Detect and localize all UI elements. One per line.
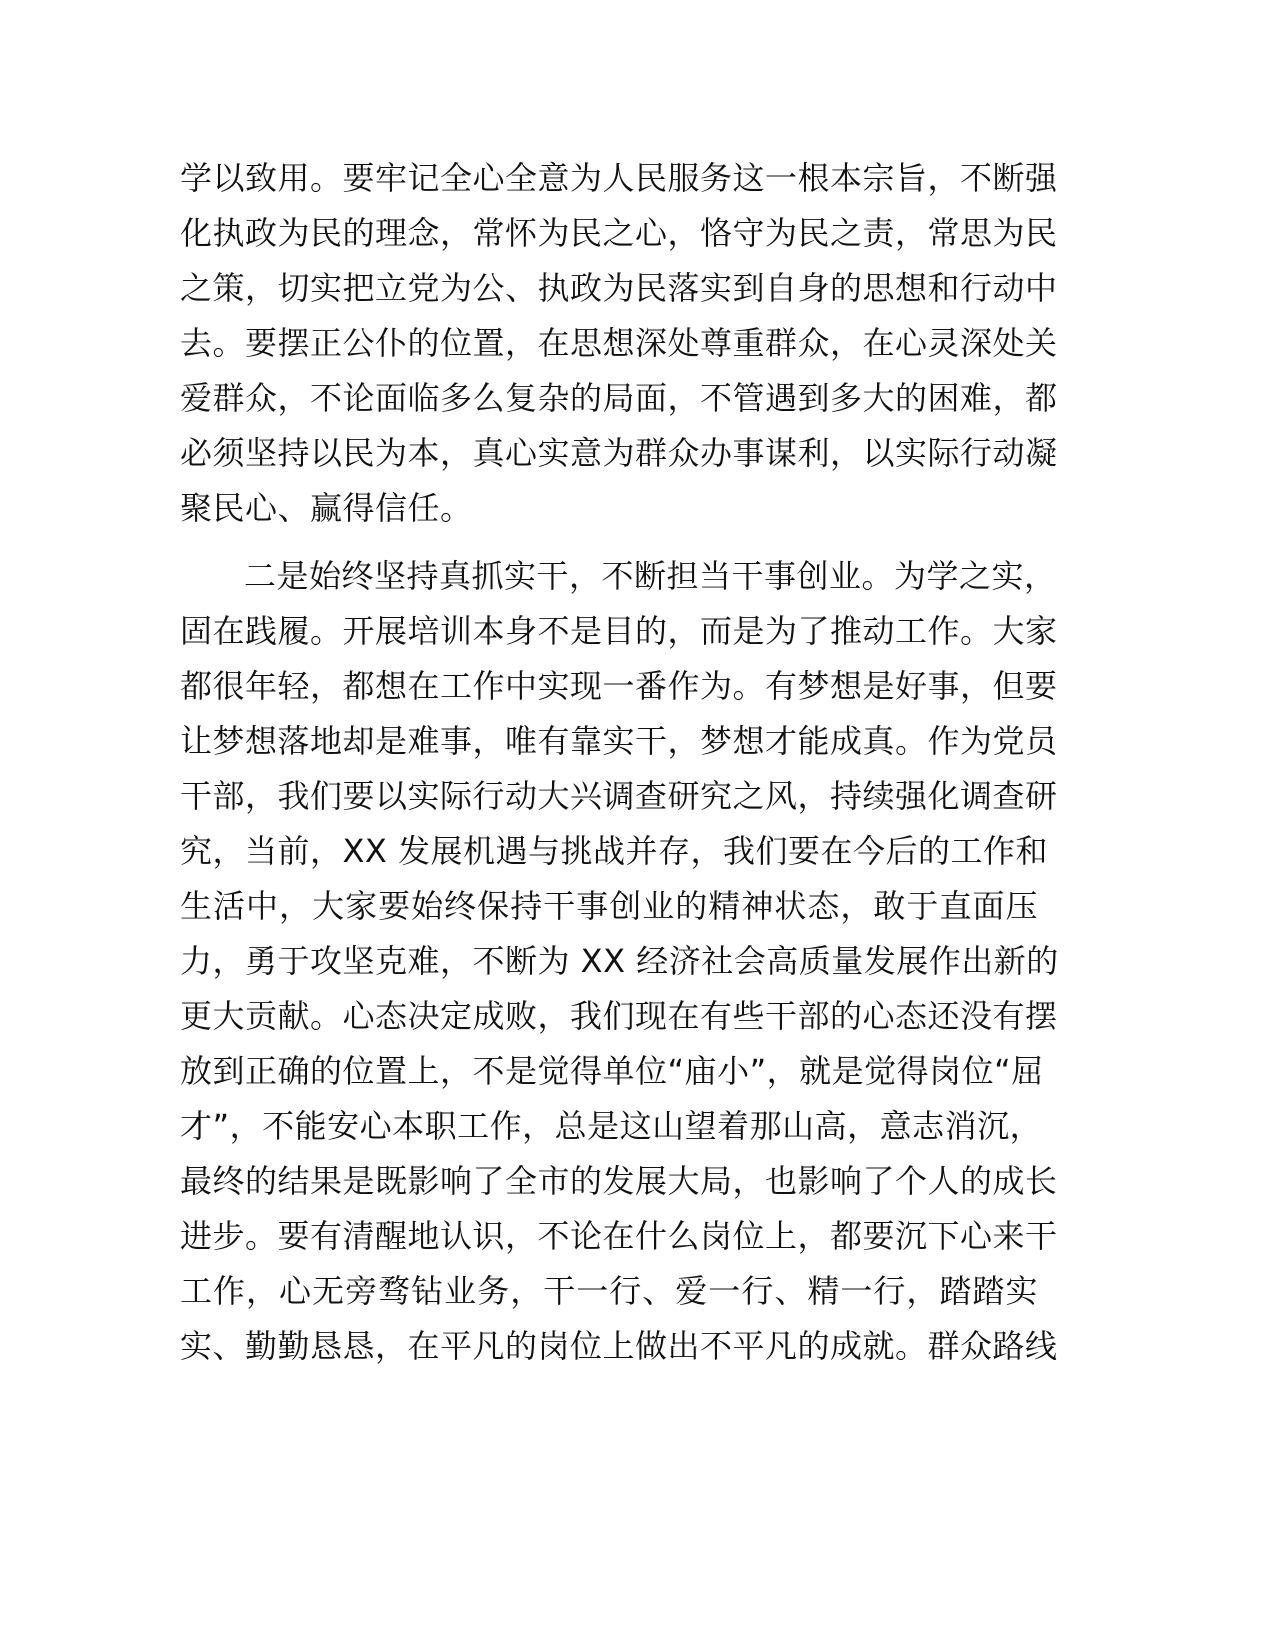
text-line: 让梦想落地却是难事，唯有靠实干，梦想才能成真。作为党员	[180, 722, 1058, 760]
text-line: 学以致用。要牢记全心全意为人民服务这一根本宗旨，不断强	[180, 159, 1058, 197]
text-line: 化执政为民的理念，常怀为民之心，恪守为民之责，常思为民	[180, 214, 1058, 252]
text-line: 实、勤勤恳恳，在平凡的岗位上做出不平凡的成就。群众路线	[180, 1327, 1058, 1365]
text-line: 进步。要有清醒地认识，不论在什么岗位上，都要沉下心来干	[180, 1217, 1058, 1255]
text-line: 生活中，大家要始终保持干事创业的精神状态，敢于直面压	[180, 887, 1038, 925]
text-line: 必须坚持以民为本，真心实意为群众办事谋利，以实际行动凝	[180, 434, 1058, 472]
text-line: 二是始终坚持真抓实干，不断担当干事创业。为学之实，	[244, 557, 1057, 595]
text-line: 放到正确的位置上，不是觉得单位“庙小”，就是觉得岗位“屈	[180, 1052, 1044, 1090]
text-line: 工作，心无旁骛钻业务，干一行、爱一行、精一行，踏踏实	[180, 1272, 1038, 1310]
text-line: 干部，我们要以实际行动大兴调查研究之风，持续强化调查研	[180, 777, 1058, 815]
text-line: 都很年轻，都想在工作中实现一番作为。有梦想是好事，但要	[180, 667, 1058, 705]
text-line: 最终的结果是既影响了全市的发展大局，也影响了个人的成长	[180, 1162, 1058, 1200]
text-line: 去。要摆正公仆的位置，在思想深处尊重群众，在心灵深处关	[180, 324, 1058, 362]
text-line: 固在践履。开展培训本身不是目的，而是为了推动工作。大家	[180, 612, 1058, 650]
text-line: 才”，不能安心本职工作，总是这山望着那山高，意志消沉，	[180, 1107, 1043, 1145]
text-line: 之策，切实把立党为公、执政为民落实到自身的思想和行动中	[180, 269, 1058, 307]
text-line: 究，当前，XX 发展机遇与挑战并存，我们要在今后的工作和	[180, 832, 1049, 870]
text-line: 力，勇于攻坚克难，不断为 XX 经济社会高质量发展作出新的	[180, 942, 1059, 980]
text-line: 爱群众，不论面临多么复杂的局面，不管遇到多大的困难，都	[180, 379, 1058, 417]
text-line: 更大贡献。心态决定成败，我们现在有些干部的心态还没有摆	[180, 997, 1058, 1035]
text-line: 聚民心、赢得信任。	[180, 489, 473, 527]
